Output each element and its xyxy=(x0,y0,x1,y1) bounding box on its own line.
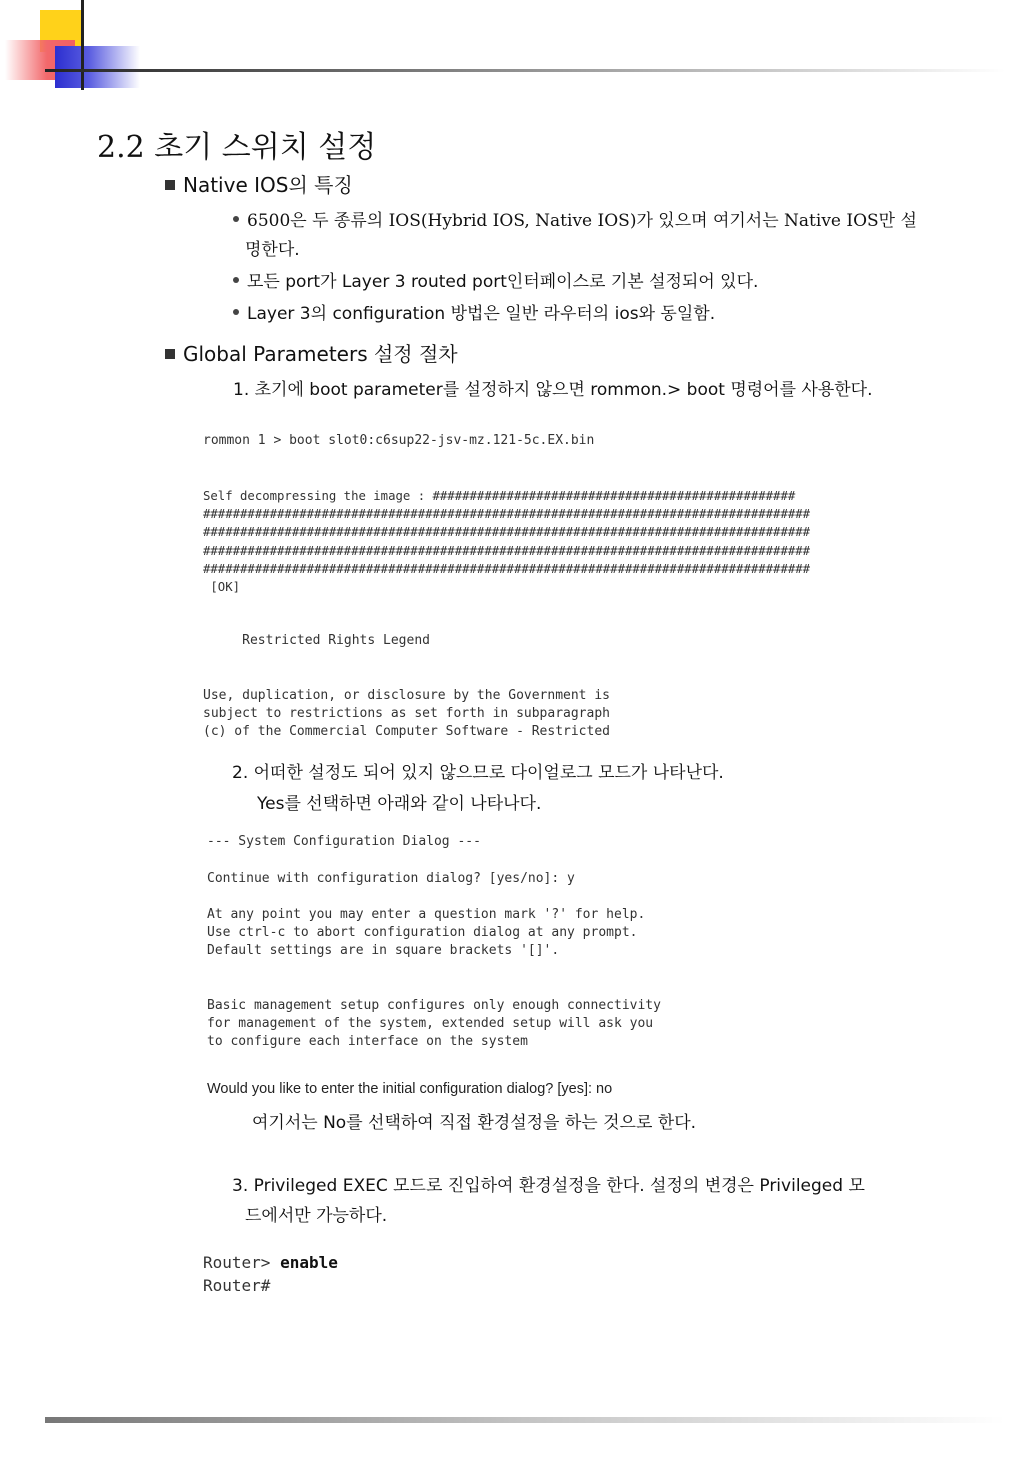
code-disclosure: Use, duplication, or disclosure by the Government is subject to restrictions as set forth in subparagraph (c) of the Commercial Computer Software - Restricted xyxy=(203,688,610,740)
step-2-line1: 2. 어떠한 설정도 되어 있지 않으므로 다이얼로그 모드가 나타난다. xyxy=(232,763,724,783)
code-setup-text: Basic management setup configures only enough connectivity for management of the system, extended setup will ask you to configure each interface on the system xyxy=(207,998,661,1050)
native-bullet-3-text: Layer 3의 configuration 방법은 일반 라우터의 ios와 동일함. xyxy=(247,304,716,324)
header-vertical-rule xyxy=(81,0,84,90)
dot-bullet-icon xyxy=(233,216,239,222)
dot-bullet-icon xyxy=(233,277,239,283)
step-1: 1. 초기에 boot parameter를 설정하지 않으면 rommon.> boot 명령어를 사용한다. xyxy=(233,380,873,400)
native-bullet-1-line1: 6500은 두 종류의 IOS(Hybrid IOS, Native IOS)가 있으며 여기서는 Native IOS만 설 xyxy=(247,211,917,231)
initial-config-prompt: Would you like to enter the initial configuration dialog? [yes]: no xyxy=(207,1081,613,1097)
code-help-text: At any point you may enter a question mark '?' for help. Use ctrl-c to abort configuration dialog at any prompt. Default settings are in square brackets '[]'. xyxy=(207,907,646,959)
header-blue-square xyxy=(55,46,140,88)
header-horizontal-rule xyxy=(45,69,1005,72)
native-bullet-2-text: 모든 port가 Layer 3 routed port인터페이스로 기본 설정되어 있다. xyxy=(247,272,759,292)
native-bullet-1 xyxy=(233,206,917,231)
native-ios-heading xyxy=(165,169,353,198)
router-prompt: Router> xyxy=(203,1253,281,1272)
native-ios-heading-text: Native IOS의 특징 xyxy=(183,173,353,197)
code-decompress: Self decompressing the image : ################################################# ################################################################################## ################################################################################## ################################################################################## ################################################################################## [OK] xyxy=(203,489,811,595)
square-bullet-icon xyxy=(165,349,175,359)
native-bullet-3 xyxy=(233,299,715,324)
step-3-line1: 3. Privileged EXEC 모드로 진입하여 환경설정을 한다. 설정의 변경은 Privileged 모 xyxy=(232,1176,865,1196)
code-rights-legend: Restricted Rights Legend xyxy=(203,633,430,648)
section-title: 2.2 초기 스위치 설정 xyxy=(97,130,377,165)
square-bullet-icon xyxy=(165,180,175,190)
step-2-line2: Yes를 선택하면 아래와 같이 나타나다. xyxy=(257,794,542,814)
native-bullet-2 xyxy=(233,267,758,292)
dot-bullet-icon xyxy=(233,309,239,315)
footer-rule xyxy=(45,1417,1005,1423)
native-bullet-1-line2: 명한다. xyxy=(245,240,300,260)
select-no-note: 여기서는 No를 선택하여 직접 환경설정을 하는 것으로 한다. xyxy=(252,1113,697,1133)
router-privileged-prompt: Router# xyxy=(203,1276,271,1295)
step-3-line2: 드에서만 가능하다. xyxy=(245,1206,388,1226)
router-enable-line xyxy=(203,1253,338,1272)
global-parameters-heading-text: Global Parameters 설정 절차 xyxy=(183,342,458,366)
enable-command: enable xyxy=(280,1253,338,1272)
global-parameters-heading xyxy=(165,338,458,367)
code-boot-command: rommon 1 > boot slot0:c6sup22-jsv-mz.121-5c.EX.bin xyxy=(203,433,595,448)
code-continue-prompt: Continue with configuration dialog? [yes/no]: y xyxy=(207,871,575,886)
code-dialog-header: --- System Configuration Dialog --- xyxy=(207,834,481,849)
